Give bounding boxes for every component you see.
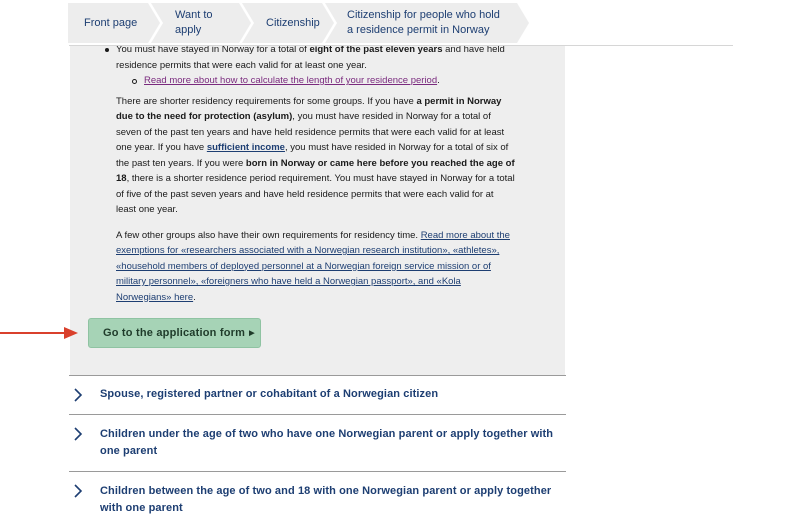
- sufficient-income-link[interactable]: sufficient income: [206, 142, 285, 153]
- chevron-right-icon: [73, 388, 83, 402]
- breadcrumb-citizenship[interactable]: Citizenship: [242, 3, 322, 43]
- requirement-bullet: You must have stayed in Norway for a total of eight of the past eleven years and have held residence permits that were each valid for at least one year.: [116, 46, 516, 73]
- accordion-title[interactable]: Children between the age of two and 18 with one Norwegian parent or apply together with one parent: [100, 485, 552, 514]
- accordion-title[interactable]: Spouse, registered partner or cohabitant of a Norwegian citizen: [100, 388, 439, 400]
- breadcrumb-want-to-apply[interactable]: Want to apply: [151, 3, 239, 43]
- breadcrumb: [68, 3, 520, 43]
- accordion-title[interactable]: Children under the age of two who have one Norwegian parent or apply together with one parent: [100, 428, 554, 457]
- sub-bullet: Read more about how to calculate the length of your residence period.: [116, 73, 516, 89]
- chevron-right-icon: [73, 484, 83, 498]
- bullet-dot-icon: [105, 48, 109, 52]
- red-arrow-annotation-icon: [0, 326, 80, 340]
- content-text: [116, 46, 516, 305]
- breadcrumb-front-page[interactable]: Front page: [68, 3, 148, 43]
- go-to-application-form-button[interactable]: Go to the application form ▶: [88, 318, 261, 348]
- shorter-residency-paragraph: There are shorter residency requirements for some groups. If you have a permit in Norway due to the need for protection (asylum), you must have resided in Norway for a total of seven of the past ten years and have held residence permits that were each valid for at least one year. If you have sufficient income, you must have resided in Norway for a total of six of the past ten years. If you were born in Norway or came here before you reached the age of 18, there is a shorter residence period requirement. You must have stayed in Norway for a total of five of the past seven years and have held residence permits that were each valid for at least one year.: [116, 95, 515, 215]
- other-groups-paragraph: A few other groups also have their own requirements for residency time. Read more about the exemptions for «researchers associated with a Norwegian research institution», «athletes», «household members of deployed personnel at a Norwegian foreign service mission or of military personnel», «foreigners who have held a Norwegian passport», and «Kola Norwegians» here.: [116, 229, 510, 303]
- accordion-item-spouse[interactable]: [69, 375, 566, 415]
- exemptions-link[interactable]: Read more about the exemptions for «researchers associated with a Norwegian research institution», «athletes», «household members of deployed personnel at a Norwegian foreign service mission or of military personnel», «foreigners who have held a Norwegian passport», and «Kola Norwegians» here: [116, 229, 510, 303]
- breadcrumb-current-page: Citizenship for people who hold a residence permit in Norway: [325, 3, 517, 43]
- chevron-right-icon: ▶: [249, 330, 255, 337]
- residence-period-link[interactable]: Read more about how to calculate the length of your residence period: [144, 75, 438, 86]
- accordion-item-children-two-to-eighteen[interactable]: [69, 471, 566, 524]
- sub-bullet-circle-icon: [132, 79, 137, 84]
- accordion-item-children-under-two[interactable]: [69, 414, 566, 472]
- chevron-right-icon: [73, 427, 83, 441]
